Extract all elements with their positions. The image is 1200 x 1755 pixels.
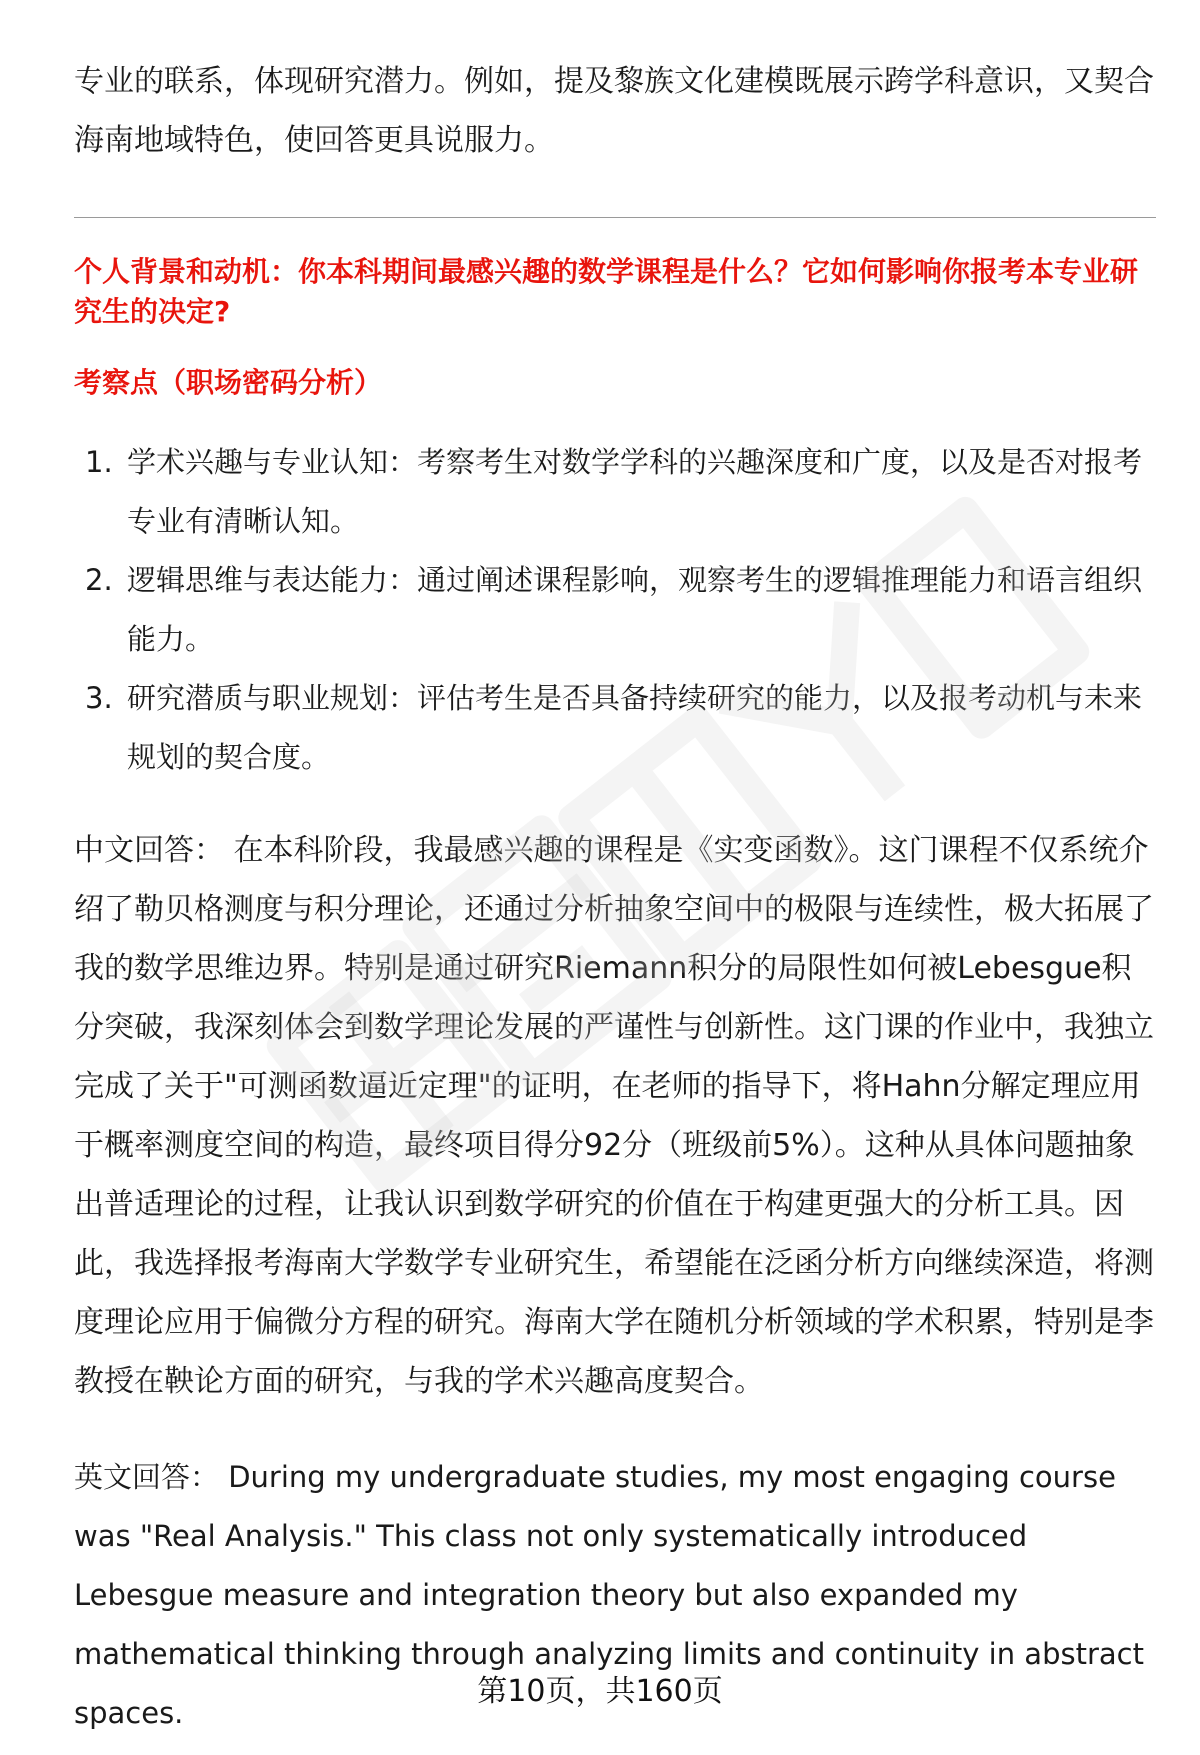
chinese-answer-block <box>74 821 1156 1411</box>
point-text: 逻辑思维与表达能力：通过阐述课程影响，观察考生的逻辑推理能力和语言组织能力。 <box>127 563 1143 656</box>
chinese-answer: 中文回答： 在本科阶段，我最感兴趣的课程是《实变函数》。这门课程不仅系统介绍了勒贝格测度与积分理论，还通过分析抽象空间中的极限与连续性，极大拓展了我的数学思维边界。特别是通过研究Riemann积分的局限性如何被Lebesgue积分突破，我深刻体会到数学理论发展的严谨性与创新性。这门课的作业中，我独立完成了关于"可测函数逼近定理"的证明，在老师的指导下，将Hahn分解定理应用于概率测度空间的构造，最终项目得分92分（班级前5%）。这种从具体问题抽象出普适理论的过程，让我认识到数学研究的价值在于构建更强大的分析工具。因此，我选择报考海南大学数学专业研究生，希望能在泛函分析方向继续深造，将测度理论应用于偏微分方程的研究。海南大学在随机分析领域的学术积累，特别是李教授在鞅论方面的研究，与我的学术兴趣高度契合。 <box>74 833 1154 1399</box>
section-divider <box>74 217 1156 218</box>
point-number: 1. <box>85 445 113 479</box>
point-text: 学术兴趣与专业认知：考察考生对数学学科的兴趣深度和广度，以及是否对报考专业有清晰认知。 <box>127 445 1143 538</box>
english-answer: 英文回答： During my undergraduate studies, my most engaging course was "Real Analysis." This class not only systematically introduced Lebesgue measure and integration theory but also expanded my mathematical thinking through analyzing limits and continuity in abstract spaces. <box>74 1460 1144 1730</box>
assessment-point <box>74 551 1156 669</box>
point-text: 研究潜质与职业规划：评估考生是否具备持续研究的能力，以及报考动机与未来规划的契合度。 <box>127 681 1143 774</box>
assessment-point <box>74 433 1156 551</box>
assessment-points-list <box>74 433 1156 787</box>
page-number-footer: 第10页，共160页 <box>477 1674 723 1709</box>
assessment-point <box>74 669 1156 787</box>
interview-question: 个人背景和动机：你本科期间最感兴趣的数学课程是什么？它如何影响你报考本专业研究生的决定? <box>74 255 1139 328</box>
point-number: 2. <box>85 563 113 597</box>
point-number: 3. <box>85 681 113 715</box>
assessment-heading: 考察点（职场密码分析） <box>74 366 383 399</box>
intro-paragraph: 专业的联系，体现研究潜力。例如，提及黎族文化建模既展示跨学科意识，又契合海南地域特色，使回答更具说服力。 <box>74 64 1154 158</box>
